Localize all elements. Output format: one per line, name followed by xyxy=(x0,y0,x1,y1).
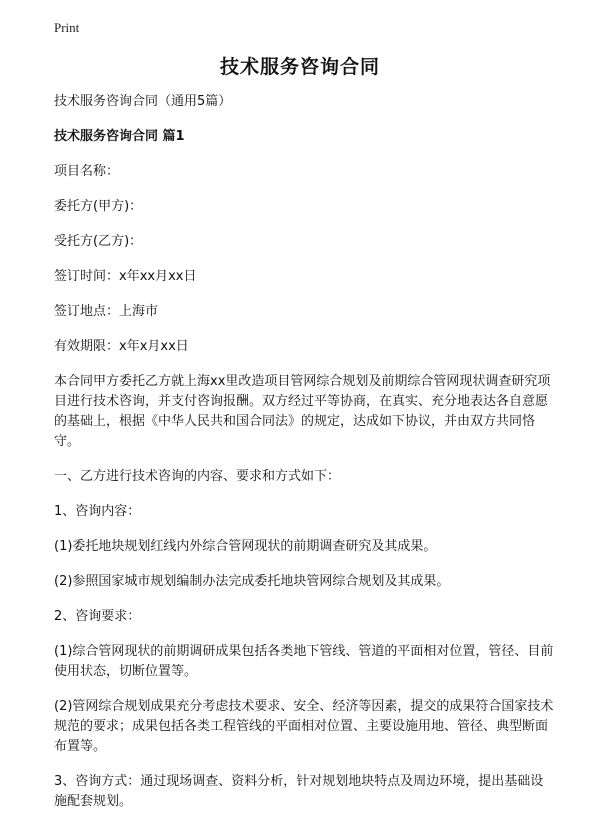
section-heading: 技术服务咨询合同 篇1 xyxy=(54,129,185,144)
consult-requirements-heading: 2、咨询要求： xyxy=(54,609,141,624)
validity-field: 有效期限：x年x月xx日 xyxy=(54,339,189,354)
signing-place-field: 签订地点：上海市 xyxy=(54,304,159,319)
consult-content-heading: 1、咨询内容： xyxy=(54,504,141,519)
consult-method: 3、咨询方式：通过现场调查、资料分析，针对规划地块特点及周边环境，提出基础设施配套规划。 xyxy=(54,774,544,809)
intro-line: 技术服务咨询合同（通用5篇） xyxy=(54,94,232,109)
contractor-field: 受托方(乙方)： xyxy=(54,234,143,249)
print-link[interactable]: Print xyxy=(54,20,80,35)
document-body xyxy=(54,92,554,827)
consult-requirement-item-2: (2)管网综合规划成果充分考虑技术要求、安全、经济等因素，提交的成果符合国家技术规范的要求；成果包括各类工程管线的平面相对位置、主要设施用地、管径、典型断面布置等。 xyxy=(54,699,554,754)
consult-content-item-1: (1)委托地块规划红线内外综合管网现状的前期调查研究及其成果。 xyxy=(54,539,437,554)
consult-requirement-item-1: (1)综合管网现状的前期调研成果包括各类地下管线、管道的平面相对位置，管径、目前使用状态，切断位置等。 xyxy=(54,644,554,679)
contract-preamble: 本合同甲方委托乙方就上海xx里改造项目管网综合规划及前期综合管网现状调查研究项目进行技术咨询，并支付咨询报酬。双方经过平等协商，在真实、充分地表达各自意愿的基础上，根据《中华人民共和国合同法》的规定，达成如下协议，并由双方共同恪守。 xyxy=(54,374,551,449)
project-name-field: 项目名称： xyxy=(54,164,120,179)
signing-date-field: 签订时间：x年xx月xx日 xyxy=(54,269,197,284)
client-field: 委托方(甲方)： xyxy=(54,199,143,214)
document-title: 技术服务咨询合同 xyxy=(219,56,380,78)
clause-1-heading: 一、乙方进行技术咨询的内容、要求和方式如下： xyxy=(54,469,341,484)
consult-content-item-2: (2)参照国家城市规划编制办法完成委托地块管网综合规划及其成果。 xyxy=(54,574,450,589)
